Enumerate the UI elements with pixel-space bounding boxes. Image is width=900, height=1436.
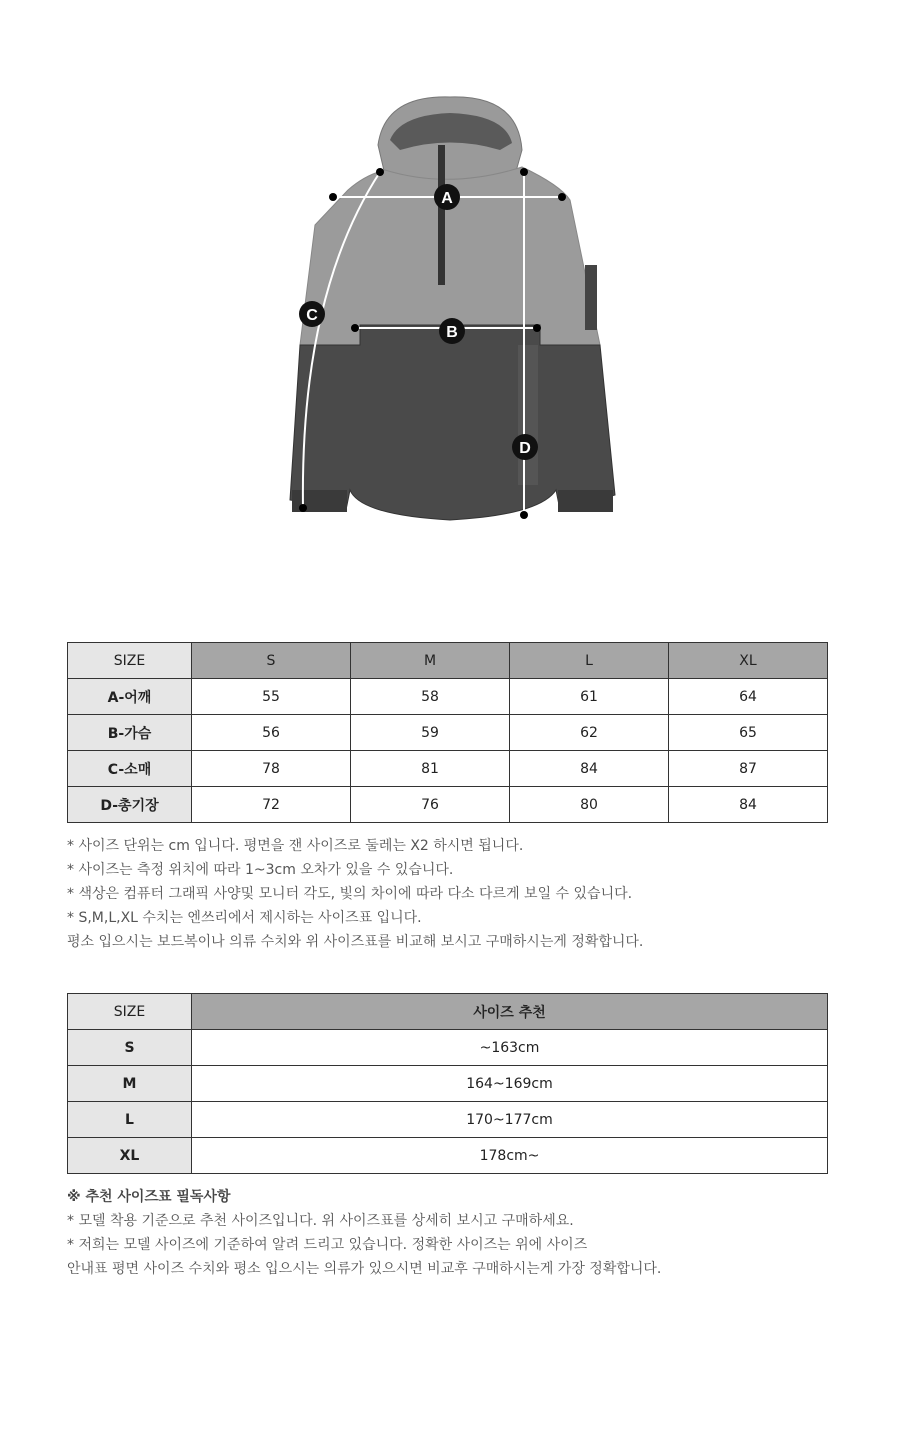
badge-d-text: D — [519, 440, 531, 457]
note-line: 평소 입으시는 보드복이나 의류 수치와 위 사이즈표를 비교해 보시고 구매하시는게 정확합니다. — [67, 934, 644, 950]
table-cell: 56 — [192, 715, 351, 751]
table-cell: 84 — [669, 787, 828, 823]
recommend-table-corner: SIZE — [68, 994, 192, 1030]
table-row — [68, 787, 828, 823]
recommend-notes-title: ※ 추천 사이즈표 필독사항 — [67, 1189, 231, 1205]
size-table — [67, 642, 828, 823]
row-label: XL — [68, 1138, 192, 1174]
table-cell: ~163cm — [192, 1030, 828, 1066]
table-row — [68, 1138, 828, 1174]
badge-c — [299, 301, 325, 327]
note-line: * 색상은 컴퓨터 그래픽 사양및 모니터 각도, 빛의 차이에 따라 다소 다르게 보일 수 있습니다. — [67, 886, 633, 902]
badge-a — [434, 184, 460, 210]
jacket-zipper — [438, 145, 445, 285]
jacket-side-print — [518, 345, 538, 485]
size-col-xl: XL — [669, 643, 828, 679]
table-row — [68, 751, 828, 787]
table-cell: 80 — [510, 787, 669, 823]
note-line: * 사이즈 단위는 cm 입니다. 평면을 잰 사이즈로 둘레는 X2 하시면 됩니다. — [67, 838, 524, 854]
row-label: S — [68, 1030, 192, 1066]
table-cell: 65 — [669, 715, 828, 751]
row-label: C-소매 — [68, 751, 192, 787]
jacket-cuff-right — [558, 490, 613, 512]
jacket-illustration — [260, 95, 640, 525]
size-table-corner: SIZE — [68, 643, 192, 679]
row-label: L — [68, 1102, 192, 1138]
row-label: B-가슴 — [68, 715, 192, 751]
size-col-m: M — [351, 643, 510, 679]
table-cell: 87 — [669, 751, 828, 787]
size-col-l: L — [510, 643, 669, 679]
size-table-header — [68, 643, 828, 679]
table-cell: 178cm~ — [192, 1138, 828, 1174]
jacket-figure — [260, 95, 640, 525]
badge-c-text: C — [306, 307, 318, 324]
table-row — [68, 1030, 828, 1066]
recommend-table — [67, 993, 828, 1174]
table-cell: 62 — [510, 715, 669, 751]
table-cell: 170~177cm — [192, 1102, 828, 1138]
table-row — [68, 1102, 828, 1138]
badge-b — [439, 318, 465, 344]
badge-a-text: A — [441, 190, 453, 207]
badge-b-text: B — [446, 324, 458, 341]
table-row — [68, 715, 828, 751]
table-cell: 84 — [510, 751, 669, 787]
size-col-s: S — [192, 643, 351, 679]
row-label: D-총기장 — [68, 787, 192, 823]
table-cell: 76 — [351, 787, 510, 823]
recommend-notes — [67, 1185, 847, 1281]
size-notes — [67, 834, 847, 954]
note-line: * 사이즈는 측정 위치에 따라 1~3cm 오차가 있을 수 있습니다. — [67, 862, 454, 878]
table-cell: 64 — [669, 679, 828, 715]
row-label: A-어깨 — [68, 679, 192, 715]
table-row — [68, 679, 828, 715]
recommend-table-header — [68, 994, 828, 1030]
row-label: M — [68, 1066, 192, 1102]
table-cell: 55 — [192, 679, 351, 715]
table-cell: 59 — [351, 715, 510, 751]
note-line: * S,M,L,XL 수치는 엔쓰리에서 제시하는 사이즈표 입니다. — [67, 910, 422, 926]
jacket-sleeve-pocket — [585, 265, 597, 330]
table-cell: 164~169cm — [192, 1066, 828, 1102]
table-cell: 61 — [510, 679, 669, 715]
table-cell: 58 — [351, 679, 510, 715]
note-line: * 모델 착용 기준으로 추천 사이즈입니다. 위 사이즈표를 상세히 보시고 구매하세요. — [67, 1213, 574, 1229]
table-cell: 81 — [351, 751, 510, 787]
recommend-col-header: 사이즈 추천 — [192, 994, 828, 1030]
badge-d — [512, 434, 538, 460]
note-line: * 저희는 모델 사이즈에 기준하여 알려 드리고 있습니다. 정확한 사이즈는 위에 사이즈 — [67, 1237, 588, 1253]
table-cell: 72 — [192, 787, 351, 823]
table-row — [68, 1066, 828, 1102]
note-line: 안내표 평면 사이즈 수치와 평소 입으시는 의류가 있으시면 비교후 구매하시는게 가장 정확합니다. — [67, 1261, 662, 1277]
table-cell: 78 — [192, 751, 351, 787]
